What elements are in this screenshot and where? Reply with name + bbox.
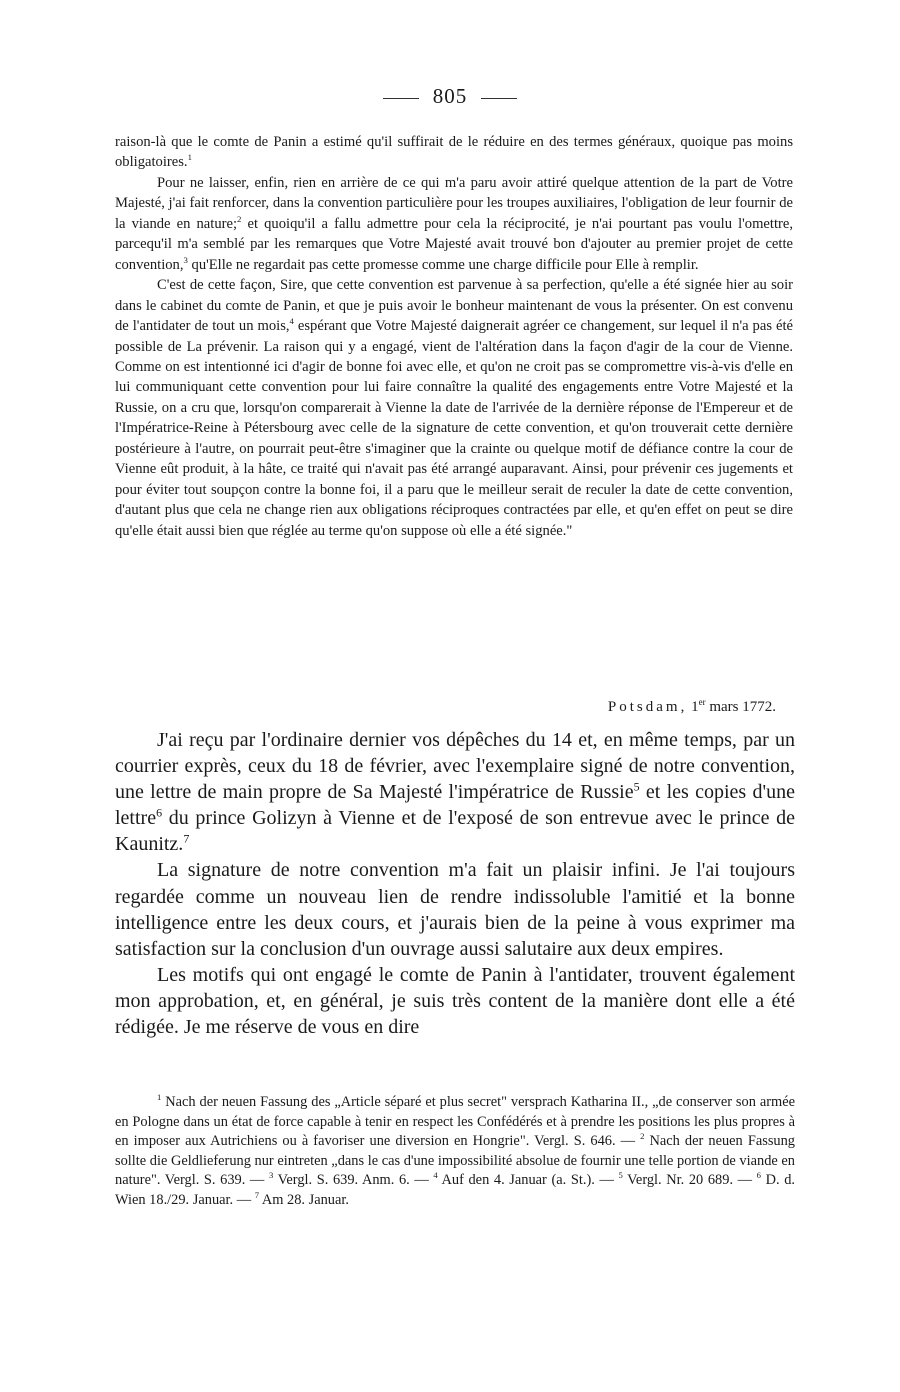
dateline-place: Potsdam, — [607, 699, 688, 715]
footnote-ref: 3 — [183, 254, 188, 265]
footnote-ref: 1 — [187, 152, 192, 163]
letter-text: et quoiqu'il a fallu admettre pour cela la réciprocité, je n'ai pourtant pas voulu l'omettre, parcequ'il m'a semblé par les remarques que Votre Majesté avait trouvé bon d'ajouter au premier projet de cette convention, — [115, 215, 793, 273]
page-number: 805 — [432, 84, 468, 108]
dateline — [400, 699, 776, 716]
dateline-rest: mars 1772. — [705, 699, 776, 715]
main-text: J'ai reçu par l'ordinaire dernier vos dépêches du 14 et, en même temps, par un courrier exprès, ceux du 18 de février, avec l'exemplaire signé de notre convention, une lettre de main propre de Sa Majesté l'impératrice de Russie — [115, 729, 795, 804]
footnote-ref: 2 — [237, 213, 242, 224]
letter-text: qu'Elle ne regardait pas cette promesse comme une charge difficile pour Elle à remplir. — [187, 256, 699, 273]
footnote-ref: 7 — [183, 831, 190, 846]
footnote-block — [115, 1093, 795, 1211]
footnote-ref: 5 — [633, 779, 640, 794]
footnote-text: D. d. Wien 18./29. Januar. — — [115, 1172, 795, 1208]
quoted-letter — [115, 132, 793, 541]
footnote-ref: 4 — [289, 316, 294, 327]
main-paragraph-2: La signature de notre convention m'a fait un plaisir infini. Je l'ai toujours regardée comme un nouveau lien de rendre indissoluble l'amitié et la bonne intelligence entre les deux cours, et j'aurais bien de la peine à vous exprimer ma satisfaction sur la conclusion d'un ouvrage aussi salutaire aux deux empires. — [115, 859, 795, 960]
footnote-text: Vergl. Nr. 20 689. — — [622, 1172, 757, 1189]
letter-paragraph-2 — [115, 173, 793, 275]
footnote-text: Vergl. S. 639. Anm. 6. — — [273, 1172, 434, 1189]
letter-text: C'est de cette façon, Sire, que cette convention est parvenue à sa perfection, qu'elle a été signée hier au soir dans le cabinet du comte de Panin, et que je puis avoir le bonheur maintenant de vous la présenter. On est convenu de l'antidater de tout un mois, — [115, 277, 793, 335]
header-rule-left — [383, 98, 419, 99]
footnote-number: 5 — [618, 1170, 623, 1181]
footnote-number: 6 — [756, 1170, 761, 1181]
footnote-text: Auf den 4. Januar (a. St.). — — [437, 1172, 619, 1189]
main-paragraph-3: Les motifs qui ont engagé le comte de Panin à l'antidater, trouvent également mon approbation, et, en général, je suis très content de la manière dont elle a été rédigée. Je me réserve de vous en dire — [115, 963, 795, 1039]
main-text: du prince Golizyn à Vienne et de l'exposé de son entrevue avec le prince de Kaunitz. — [115, 807, 795, 856]
main-letter — [115, 727, 795, 1040]
footnote-text: Am 28. Januar. — [259, 1191, 349, 1208]
footnote-number: 2 — [640, 1131, 645, 1142]
letter-text: raison-là que le comte de Panin a estimé qu'il suffirait de le réduire en des termes généraux, quoique pas moins obligatoires. — [115, 134, 793, 171]
letter-paragraph-3 — [115, 275, 793, 541]
footnote-text: Nach der neuen Fassung sollte die Geldlieferung nur eintreten „dans le cas d'une impossibilité absolue de fournir une telle portion de viande en nature". Vergl. S. 639. — — [115, 1133, 796, 1189]
main-text: et les copies d'une lettre — [115, 781, 795, 830]
dateline-day-suffix: er — [698, 697, 706, 707]
footnotes — [115, 1093, 795, 1211]
footnote-number: 1 — [157, 1092, 162, 1103]
footnote-number: 4 — [433, 1170, 438, 1181]
main-paragraph-1 — [115, 727, 795, 857]
footnote-text: Nach der neuen Fassung des „Article séparé et plus secret" versprach Katharina II., „de conserver son armée en Pologne dans un état de force capable à tenir en respect les Confédérés et à prendre les positions les plus propres à en imposer aux Autrichiens ou à favoriser une diversion en Hongrie". Vergl. S. 646. — — [115, 1094, 795, 1150]
page-header — [0, 84, 900, 109]
footnote-number: 7 — [254, 1190, 260, 1201]
letter-paragraph-1 — [115, 132, 793, 173]
letter-text: espérant que Votre Majesté daignerait agréer ce changement, sur lequel il n'a pas été possible de La prévenir. La raison qui y a engagé, vient de l'altération dans la façon d'agir de la cour de Vienne. Comme on est intentionné ici d'agir de bonne foi avec elle, et qu'on ne croit pas se compromettre vis-à-vis d'elle en lui communiquant cette convention pour lui faire connaître la qualité des engagements entre Votre Majesté et la Russie, on a cru que, lorsqu'on comparerait à Vienne la date de l'arrivée de la dernière réponse de l'Empereur et de l'Impératrice-Reine à Pétersbourg avec celle de la signature de cette convention, et qu'on trouverait cette dernière postérieure à l'autre, on pourrait peut-être s'imaginer que la crainte ou quelque motif de défiance contre la cour de Vienne eût produit, à la hâte, ce traité qui n'avait pas été arrangé auparavant. Ainsi, pour prévenir ces jugements et pour éviter tout soupçon contre la bonne foi, il a paru que le meilleur serait de reculer la date de cette convention, d'autant plus que cela ne change rien aux obligations réciproques contractées par elle, et qu'en effet on peut se dire qu'elle était aussi bien que réglée au terme qu'on suppose où elle a été signée." — [115, 318, 793, 539]
dateline-day: 1 — [691, 699, 699, 715]
header-rule-right — [481, 98, 517, 99]
footnote-ref: 6 — [156, 805, 163, 820]
letter-text: Pour ne laisser, enfin, rien en arrière de ce qui m'a paru avoir attiré quelque attention de la part de Votre Majesté, j'ai fait renforcer, dans la convention particulière pour les troupes auxiliaires, l'obligation de leur fournir de la viande en nature; — [115, 174, 793, 232]
footnote-number: 3 — [268, 1170, 274, 1181]
